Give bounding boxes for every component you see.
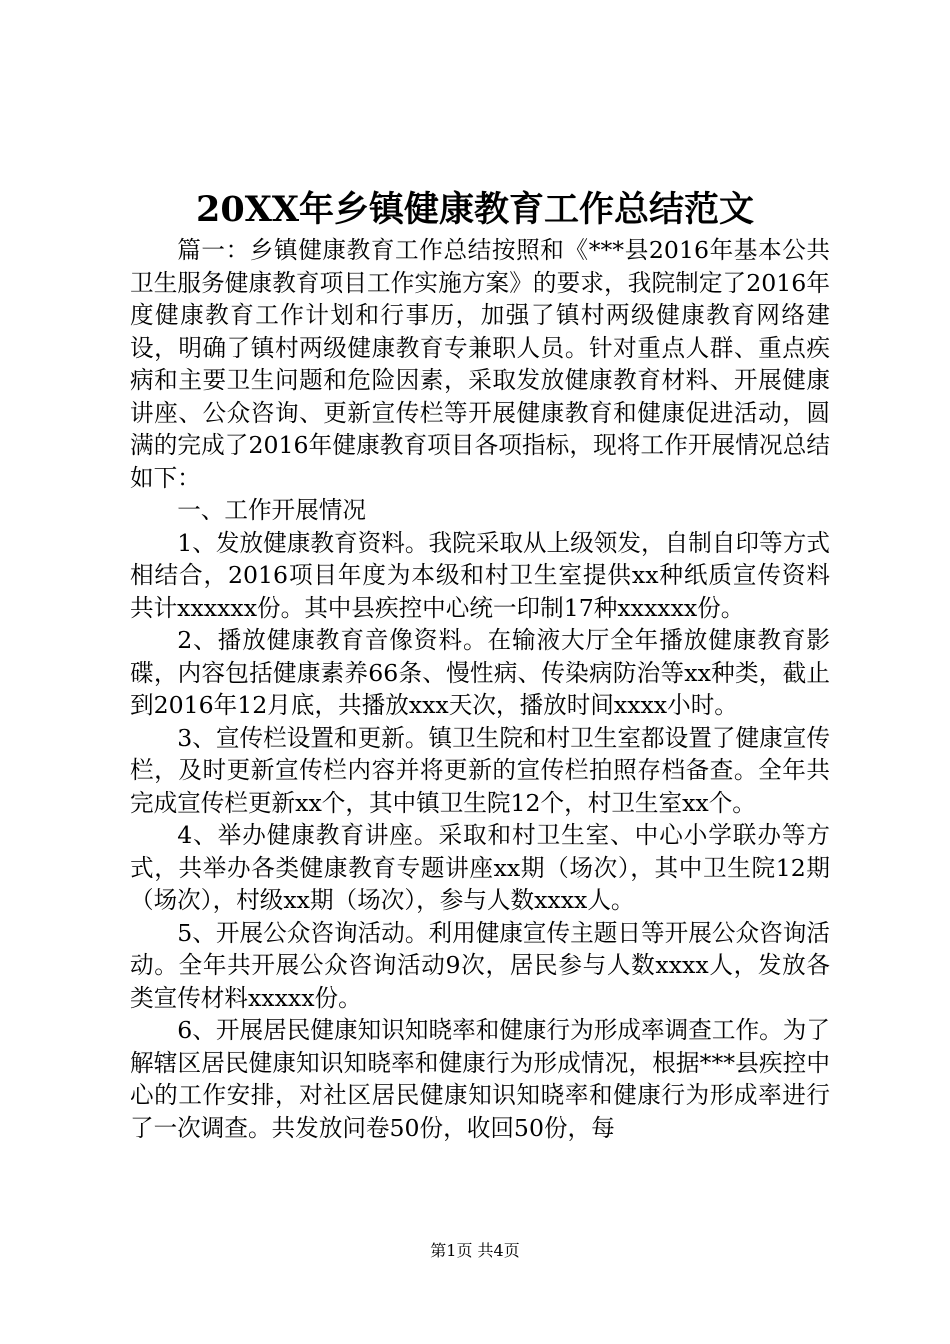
document-body (130, 234, 830, 1144)
paragraph-item-2: 2、播放健康教育音像资料。在输液大厅全年播放健康教育影碟，内容包括健康素养66条、慢性病、传染病防治等xx种类，截止到2016年12月底，共播放xxx天次，播放时间xxxx小时。 (130, 626, 830, 719)
section-heading: 一、工作开展情况 (177, 496, 366, 524)
document-title: 20XX年乡镇健康教育工作总结范文 (195, 189, 755, 230)
paragraph-item-3: 3、宣传栏设置和更新。镇卫生院和村卫生室都设置了健康宣传栏，及时更新宣传栏内容并将更新的宣传栏拍照存档备查。全年共完成宣传栏更新xx个，其中镇卫生院12个，村卫生室xx个。 (130, 723, 830, 817)
paragraph-item-1: 1、发放健康教育资料。我院采取从上级领发，自制自印等方式相结合，2016项目年度为本级和村卫生室提供xx种纸质宣传资料共计xxxxxx份。其中县疾控中心统一印制17种xxxxxx份。 (130, 528, 830, 622)
paragraph-item-6: 6、开展居民健康知识知晓率和健康行为形成率调查工作。为了解辖区居民健康知识知晓率和健康行为形成情况，根据***县疾控中心的工作安排，对社区居民健康知识知晓率和健康行为形成率进行了一次调查。共发放问卷50份，收回50份，每 (130, 1016, 830, 1142)
paragraph-item-5: 5、开展公众咨询活动。利用健康宣传主题日等开展公众咨询活动。全年共开展公众咨询活动9次，居民参与人数xxxx人，发放各类宣传材料xxxxx份。 (130, 918, 830, 1012)
page-footer: 第1页 共4页 (430, 1241, 520, 1260)
paragraph-intro: 篇一：乡镇健康教育工作总结按照和《***县2016年基本公共卫生服务健康教育项目工作实施方案》的要求，我院制定了2016年度健康教育工作计划和行事历，加强了镇村两级健康教育网络建设，明确了镇村两级健康教育专兼职人员。针对重点人群、重点疾病和主要卫生问题和危险因素，采取发放健康教育材料、开展健康讲座、公众咨询、更新宣传栏等开展健康教育和健康促进活动，圆满的完成了2016年健康教育项目各项指标，现将工作开展情况总结如下： (130, 236, 830, 492)
paragraph-item-4: 4、举办健康教育讲座。采取和村卫生室、中心小学联办等方式，共举办各类健康教育专题讲座xx期（场次），其中卫生院12期（场次），村级xx期（场次），参与人数xxxx人。 (130, 821, 830, 914)
